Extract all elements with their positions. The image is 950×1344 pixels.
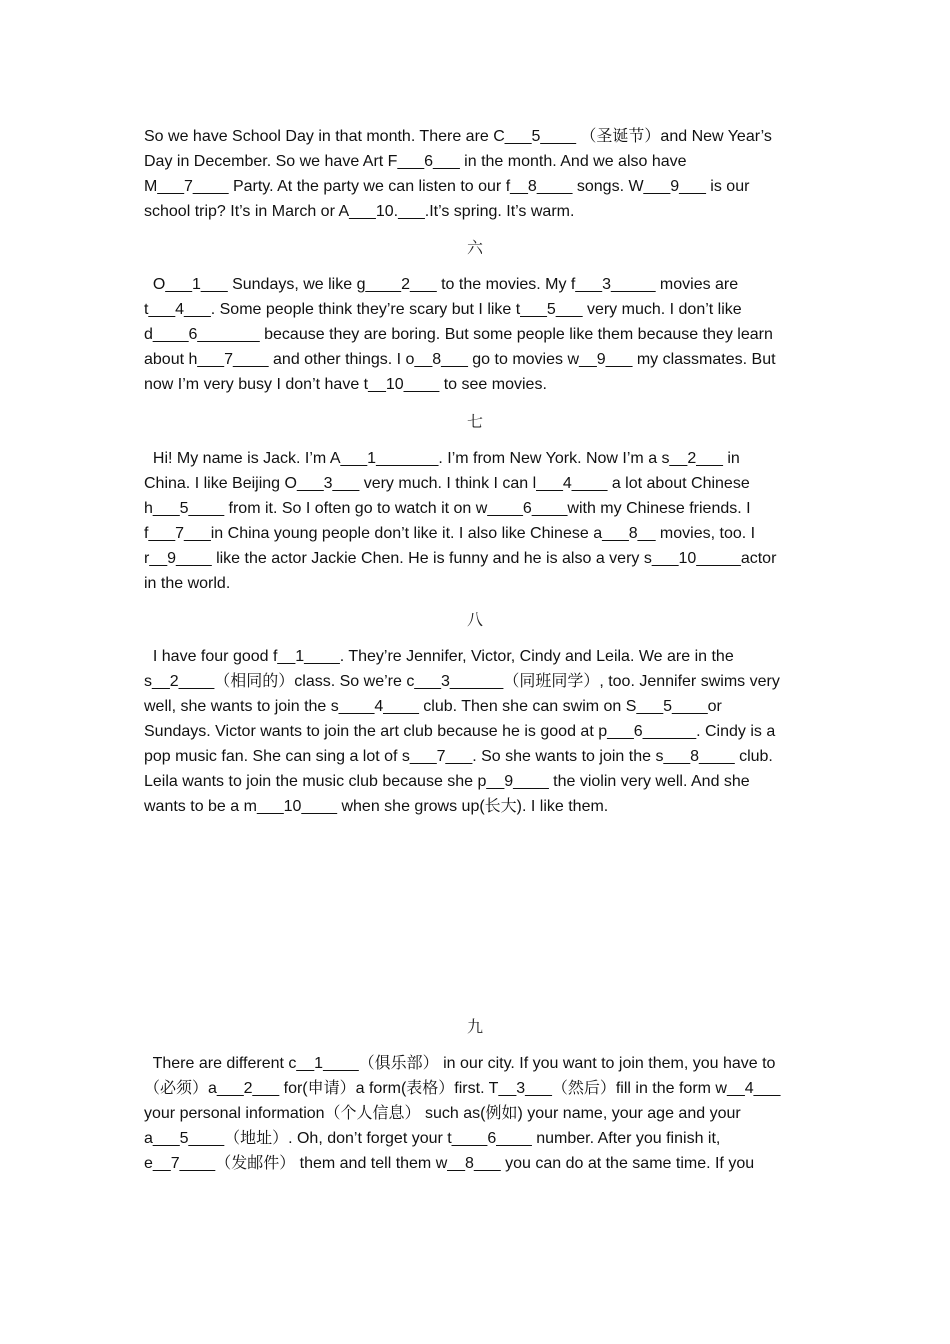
text-line: school trip? It’s in March or A___10.___.It’s spring. It’s warm.: [144, 203, 575, 220]
text-line: d____6_______ because they are boring. But some people like them because they learn: [144, 326, 773, 343]
text-line: Hi! My name is Jack. I’m A___1_______. I’m from New York. Now I’m a s__2___ in: [144, 450, 740, 467]
text-line: O___1___ Sundays, we like g____2___ to the movies. My f___3_____ movies are: [144, 276, 739, 293]
text-line: r__9____ like the actor Jackie Chen. He is funny and he is also a very s___10_____actor: [144, 550, 777, 567]
passage-7: [144, 446, 808, 596]
text-line: s__2____（相同的）class. So we’re c___3______（同班同学）, too. Jennifer swims very: [144, 673, 780, 690]
text-line: now I’m very busy I don’t have t__10____ to see movies.: [144, 376, 547, 393]
text-line: M___7____ Party. At the party we can listen to our f__8____ songs. W___9___ is our: [144, 178, 750, 195]
text-line: Sundays. Victor wants to join the art club because he is good at p___6______. Cindy is a: [144, 723, 776, 740]
section-heading-6: 六: [466, 238, 483, 257]
text-line: pop music fan. She can sing a lot of s___7___. So she wants to join the s___8____ club.: [144, 748, 773, 765]
text-line: Day in December. So we have Art F___6___ in the month. And we also have: [144, 153, 687, 170]
passage-8: [144, 644, 808, 819]
section-heading-9: 九: [466, 1017, 483, 1036]
text-line: So we have School Day in that month. There are C___5____ （圣诞节）and New Year’s: [144, 128, 772, 145]
text-line: China. I like Beijing O___3___ very much. I think I can l___4____ a lot about Chinese: [144, 475, 750, 492]
section-heading-7: 七: [466, 412, 483, 431]
text-line: There are different c__1____（俱乐部） in our city. If you want to join them, you have to: [144, 1055, 776, 1072]
text-line: your personal information（个人信息） such as(例如) your name, your age and your: [144, 1105, 741, 1122]
text-line: h___5____ from it. So I often go to watch it on w____6____with my Chinese friends. I: [144, 500, 751, 517]
text-line: well, she wants to join the s____4____ club. Then she can swim on S___5____or: [144, 698, 722, 715]
text-line: a___5____（地址）. Oh, don’t forget your t____6____ number. After you finish it,: [144, 1130, 721, 1147]
text-line: wants to be a m___10____ when she grows up(长大). I like them.: [144, 798, 609, 815]
text-line: in the world.: [144, 575, 231, 592]
text-line: about h___7____ and other things. I o__8___ go to movies w__9___ my classmates. But: [144, 351, 776, 368]
section-heading-8: 八: [466, 610, 483, 629]
passage-6: [144, 272, 808, 397]
text-line: t___4___. Some people think they’re scary but I like t___5___ very much. I don’t like: [144, 301, 742, 318]
text-line: （必须）a___2___ for(申请）a form(表格）first. T__3___（然后）fill in the form w__4___: [144, 1080, 781, 1097]
text-line: Leila wants to join the music club because she p__9____ the violin very well. And she: [144, 773, 750, 790]
passage-9: [144, 1051, 808, 1176]
text-line: I have four good f__1____. They’re Jennifer, Victor, Cindy and Leila. We are in the: [144, 648, 734, 665]
text-line: f___7___in China young people don’t like it. I also like Chinese a___8__ movies, too. I: [144, 525, 756, 542]
text-line: e__7____（发邮件） them and tell them w__8___ you can do at the same time. If you: [144, 1155, 755, 1172]
passage-5-continued: [144, 124, 808, 224]
